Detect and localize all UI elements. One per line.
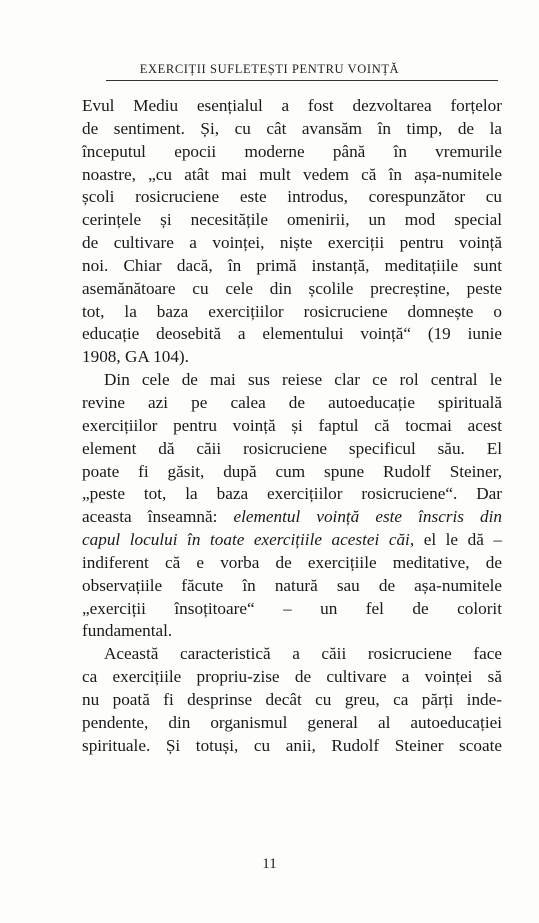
text-line: începutul epocii moderne până în vremurile (82, 141, 502, 161)
text-line: nu poată fi desprinse decât cu greu, ca părți inde- (82, 689, 502, 709)
text-line: tot, la baza exercițiilor rosicruciene domnește o (82, 301, 502, 321)
text-line: Această caracteristică a căii rosicruciene face (104, 644, 502, 664)
text-line: fundamental. (82, 621, 173, 641)
text-line: „exerciții însoțitoare“ – un fel de colorit (82, 598, 502, 618)
text-line-mixed (82, 506, 502, 529)
text-line: observațiile făcute în natură sau de așa-numitele (82, 575, 502, 595)
text-line: spirituale. Și totuși, cu anii, Rudolf Steiner scoate (82, 735, 502, 755)
text-line: noastre, „cu atât mai mult vedem că în așa-numitele (82, 164, 502, 184)
text-line: cerințele și necesitățile omenirii, un mod special (82, 210, 502, 230)
text-line: de sentiment. Și, cu cât avansăm în timp, de la (82, 118, 502, 138)
running-header: EXERCIȚII SUFLETEȘTI PENTRU VOINȚĂ (139, 62, 400, 76)
text-line: exercițiilor pentru voință și faptul că tocmai acest (82, 415, 502, 435)
emphasis-span: capul locului în toate exercițiile acestei căi (82, 530, 410, 550)
text-span: , el le dă – (409, 530, 502, 550)
text-line: element dă căii rosicruciene specificul său. El (82, 438, 502, 458)
text-line: Din cele de mai sus reiese clar ce rol central le (104, 370, 502, 390)
text-line: școli rosicruciene este introdus, corespunzător cu (82, 187, 502, 207)
text-line: noi. Chiar dacă, în primă instanță, meditațiile sunt (82, 255, 502, 275)
text-span: aceasta înseamnă: (82, 507, 234, 527)
text-line: Evul Mediu esențialul a fost dezvoltarea forțelor (82, 96, 502, 115)
text-line: „peste tot, la baza exercițiilor rosicruciene“. Dar (82, 484, 502, 504)
body-text (82, 95, 502, 757)
text-line-mixed (82, 529, 502, 552)
page-number: 11 (262, 856, 277, 872)
text-line: revine azi pe calea de autoeducație spirituală (82, 392, 502, 412)
text-line: pendente, din organismul general al autoeducației (82, 712, 502, 732)
text-line: indiferent că e vorba de exercițiile meditative, de (82, 552, 502, 572)
text-line: asemănătoare cu cele din școlile precreștine, peste (82, 278, 502, 298)
text-line: ca exercițiile propriu-zise de cultivare a voinței să (82, 667, 502, 687)
text-line: de cultivare a voinței, niște exerciții pentru voință (82, 233, 502, 253)
header-rule (106, 80, 498, 81)
text-line: poate fi găsit, după cum spune Rudolf Steiner, (82, 461, 502, 481)
emphasis-span: elementul voință este înscris din (233, 507, 503, 527)
text-line: 1908, GA 104). (82, 347, 189, 367)
text-line: educație deosebită a elementului voință“ (19 iunie (82, 324, 502, 344)
